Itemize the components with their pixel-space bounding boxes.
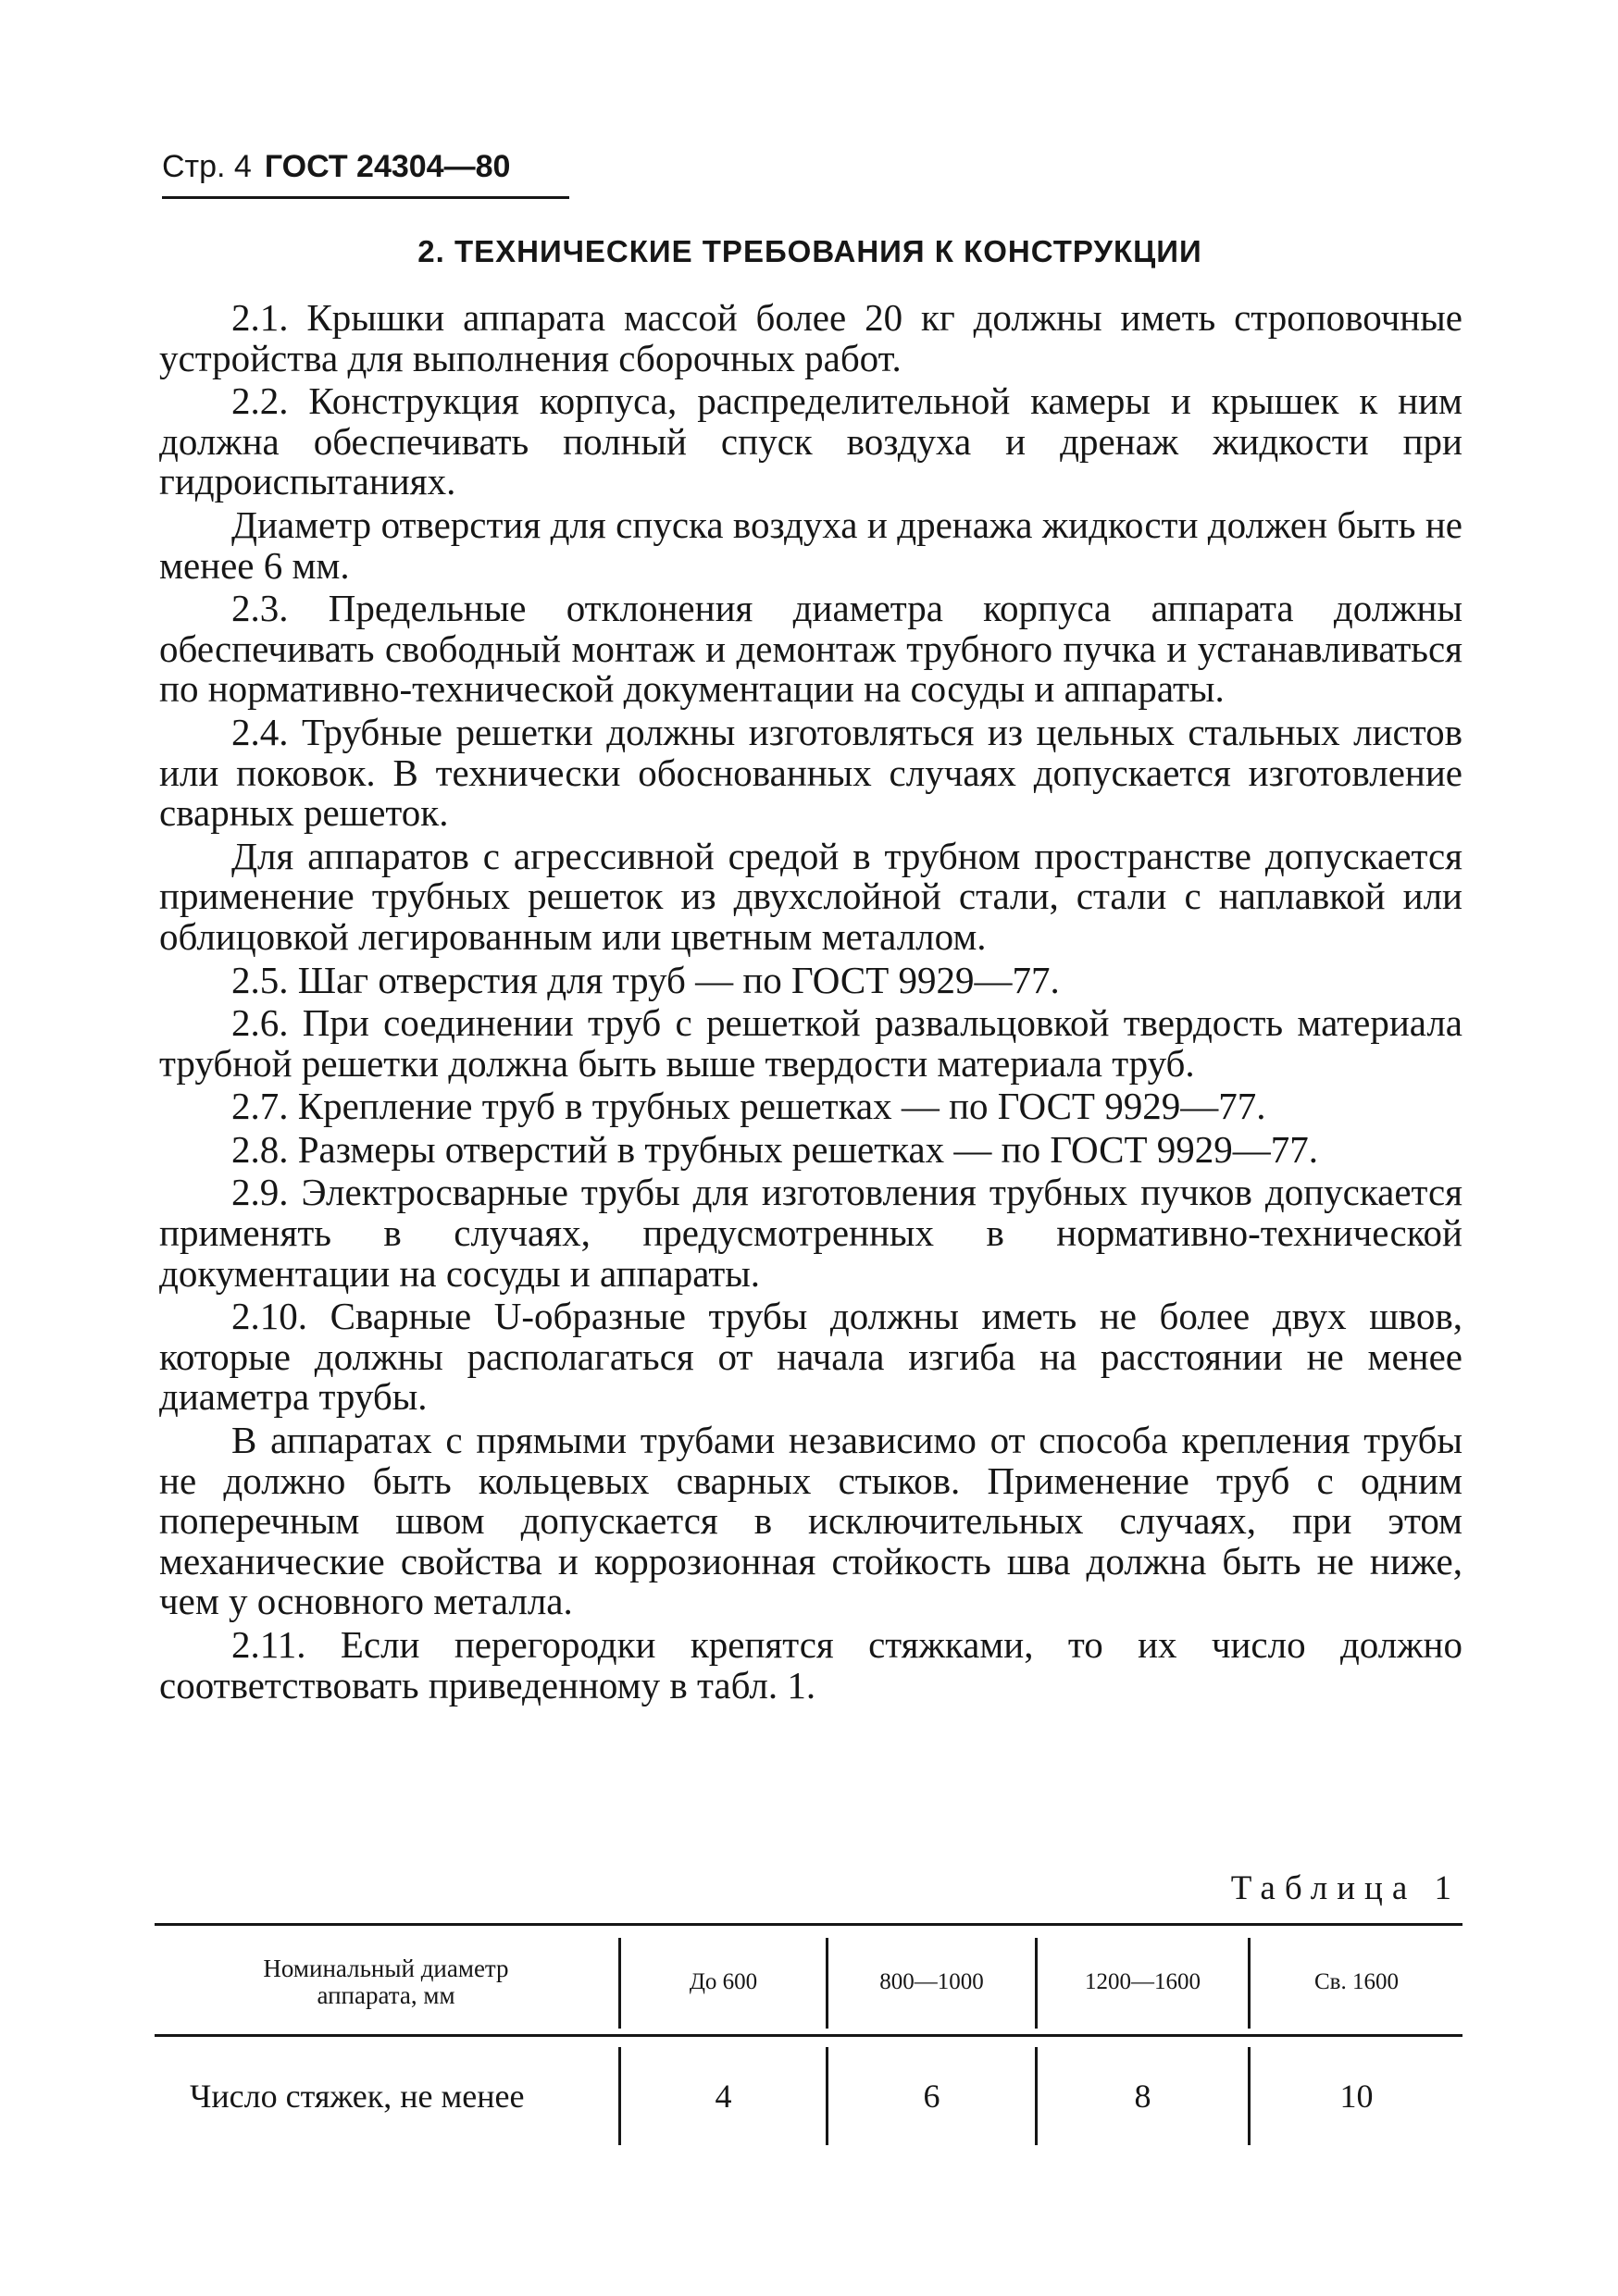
table-caption: Таблица 1 [1230,1869,1461,1907]
table-column-header: До 600 [689,1969,758,1994]
table-cell: 8 [1134,2078,1151,2115]
table-row-label: Число стяжек, не менее [190,2078,525,2115]
paragraph-2-10: 2.10. Сварные U-образные трубы должны иметь не более двух швов, которые должны располагаться от начала изгиба на расстоянии не менее диаметра трубы. [159,1295,1462,1419]
paragraph-2-2: 2.2. Конструкция корпуса, распределительной камеры и крышек к ним должна обеспечивать полный спуск воздуха и дренаж жидкости при гидроиспытаниях. [159,379,1462,503]
paragraph-2-2-cont: Диаметр отверстия для спуска воздуха и дренажа жидкости должен быть не менее 6 мм. [159,503,1462,587]
header-rule [162,196,569,199]
table-header-rule [155,2034,1462,2037]
paragraph-2-1: 2.1. Крышки аппарата массой более 20 кг должны иметь строповочные устройства для выполнения сборочных работ. [159,296,1462,379]
paragraph-2-11: 2.11. Если перегородки крепятся стяжками, то их число должно соответствовать приведенному в табл. 1. [159,1623,1462,1706]
table-cell: 4 [715,2078,732,2115]
table-column-header: 800—1000 [879,1969,984,1994]
paragraph-2-3: 2.3. Предельные отклонения диаметра корпуса аппарата должны обеспечивать свободный монтаж и демонтаж трубного пучка и устанавливаться по нормативно-технической документации на сосуды и аппараты. [159,587,1462,711]
table-1 [155,1923,1462,2154]
paragraph-2-8: 2.8. Размеры отверстий в трубных решетках — по ГОСТ 9929—77. [231,1127,1319,1171]
table-header-label: Номинальный диаметр аппарата, мм [263,1955,509,2009]
table-cell: 10 [1339,2078,1374,2115]
table-column-header: 1200—1600 [1085,1969,1201,1994]
table-top-rule [155,1923,1462,1926]
paragraph-2-4-cont: Для аппаратов с агрессивной средой в трубном пространстве допускается применение трубных решеток из двухслойной стали, стали с наплавкой или облицовкой легированным или цветным металлом. [159,834,1462,958]
page-number: Стр. 4 [162,149,252,184]
section-title: 2. ТЕХНИЧЕСКИЕ ТРЕБОВАНИЯ К КОНСТРУКЦИИ [417,234,1202,268]
paragraph-2-10-cont: В аппаратах с прямыми трубами независимо от способа крепления трубы не должно быть кольцевых сварных стыков. Применение труб с одним поперечным швом допускается в исключительных случаях, при этом механические свойства и коррозионная стойкость шва должна быть не ниже, чем у основного металла. [159,1419,1462,1623]
paragraph-2-5: 2.5. Шаг отверстия для труб — по ГОСТ 9929—77. [231,958,1060,1001]
standard-designation: ГОСТ 24304—80 [264,149,511,184]
paragraph-2-6: 2.6. При соединении труб с решеткой развальцовкой твердость материала трубной решетки должна быть выше твердости материала труб. [159,1001,1462,1085]
paragraph-2-4: 2.4. Трубные решетки должны изготовляться из цельных стальных листов или поковок. В технически обоснованных случаях допускается изготовление сварных решеток. [159,710,1462,835]
table-cell: 6 [923,2078,940,2115]
paragraph-2-7: 2.7. Крепление труб в трубных решетках — по ГОСТ 9929—77. [231,1085,1266,1128]
paragraph-2-9: 2.9. Электросварные трубы для изготовления трубных пучков допускается применять в случаях, предусмотренных в нормативно-технической документации на сосуды и аппараты. [159,1171,1462,1295]
table-column-header: Св. 1600 [1314,1969,1399,1994]
body-text [159,298,1462,1708]
running-header [162,146,510,187]
